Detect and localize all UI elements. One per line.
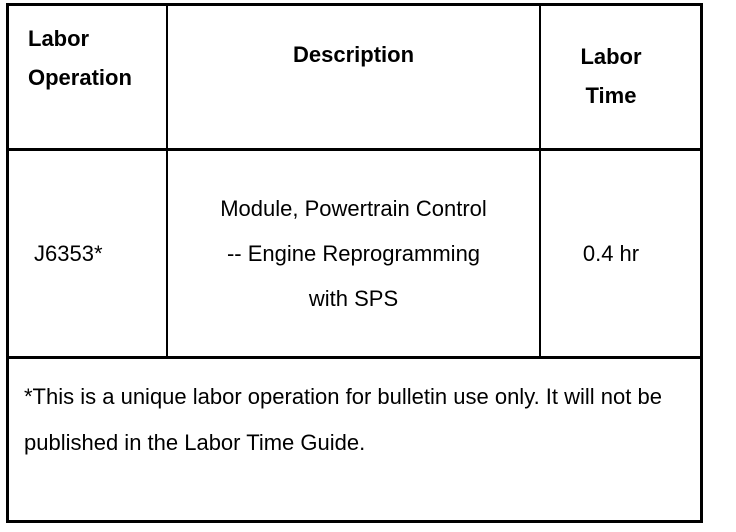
header-description [168,34,539,74]
cell-labor-operation [30,151,166,356]
header-labor-operation [22,18,166,98]
cell-labor-time [541,151,681,356]
labor-operation-value: J6353* [34,241,103,266]
description-value: Module, Powertrain Control -- Engine Reprogramming with SPS [220,196,487,311]
footnote: *This is a unique labor operation for bulletin use only. It will not be published in the Labor Time Guide. [24,384,662,455]
header-labor-time-text: Labor Time [580,44,642,108]
header-description-text: Description [292,41,415,67]
header-labor-time [541,36,681,116]
header-labor-operation-text: Labor Operation [28,26,132,90]
row-divider [6,356,703,359]
labor-time-value: 0.4 hr [582,241,640,266]
cell-description [168,151,539,356]
